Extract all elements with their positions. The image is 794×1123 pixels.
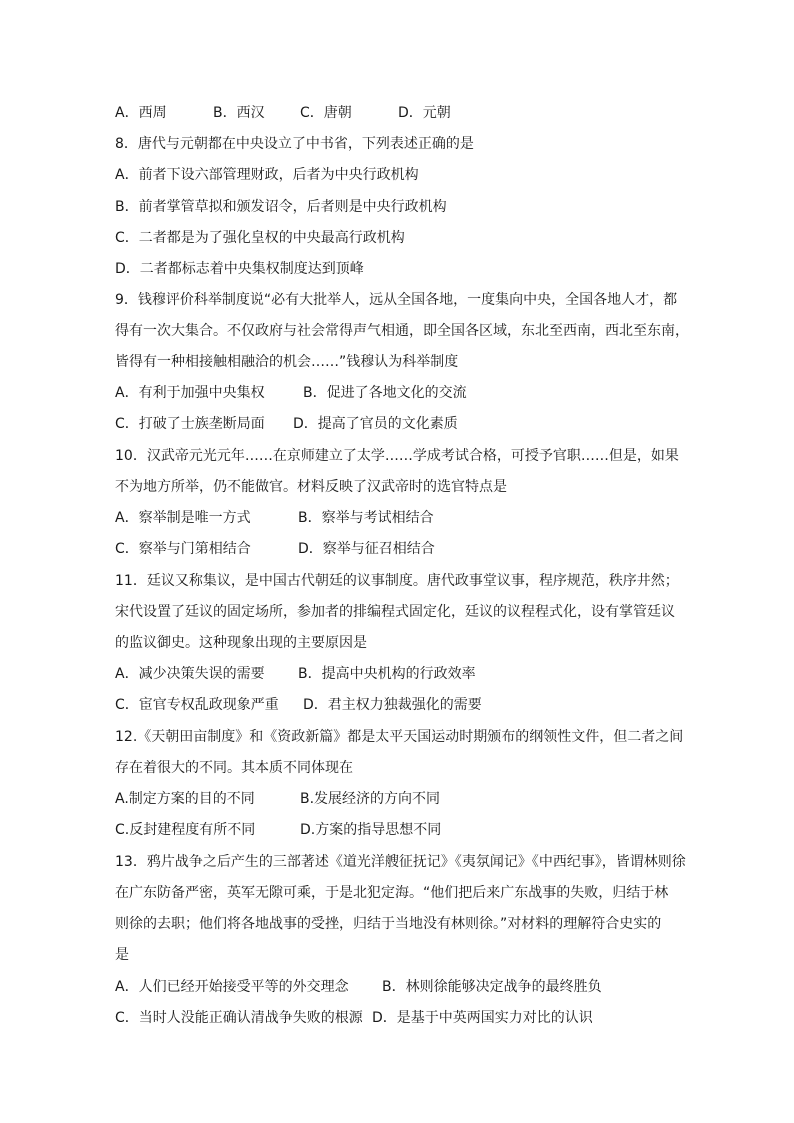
q8-stem: 8．唐代与元朝都在中央设立了中书省，下列表述正确的是	[115, 136, 474, 152]
q10-option-c: C．察举与门第相结合	[115, 541, 251, 557]
q11-stem-line-3: 的监议御史。这种现象出现的主要原因是	[115, 635, 367, 651]
q13-stem-line-3: 则徐的去职；他们将各地战事的受挫，归结于当地没有林则徐。”对材料的理解符合史实的	[115, 916, 662, 932]
q9-option-b: B．促进了各地文化的交流	[303, 385, 467, 401]
q7-option-a: A．西周	[115, 105, 167, 121]
q12-option-a: A.制定方案的目的不同	[115, 791, 255, 807]
q11-option-c: C．宦官专权乱政现象严重	[115, 697, 279, 713]
q8-option-d: D．二者都标志着中央集权制度达到顶峰	[115, 261, 364, 277]
q13-option-a: A．人们已经开始接受平等的外交理念	[115, 979, 349, 995]
q8-option-c: C．二者都是为了强化皇权的中央最高行政机构	[115, 230, 405, 246]
q9-option-a: A．有利于加强中央集权	[115, 385, 265, 401]
q11-option-d: D．君主权力独裁强化的需要	[303, 697, 482, 713]
q13-option-d: D．是基于中英两国实力对比的认识	[372, 1010, 593, 1026]
q8-option-b: B．前者掌管草拟和颁发诏令，后者则是中央行政机构	[115, 199, 447, 215]
q10-stem-line-2: 不为地方所举，仍不能做官。材料反映了汉武帝时的选官特点是	[115, 479, 507, 495]
q7-option-b: B．西汉	[213, 105, 265, 121]
q11-stem-line-1: 11．廷议又称集议，是中国古代朝廷的议事制度。唐代政事堂议事，程序规范，秩序井然；	[115, 573, 679, 589]
q13-stem-line-2: 在广东防备严密，英军无隙可乘，于是北犯定海。“他们把后来广东战事的失败，归结于林	[115, 885, 669, 901]
q10-option-b: B．察举与考试相结合	[298, 510, 434, 526]
q9-stem-line-2: 得有一次大集合。不仅政府与社会常得声气相通，即全国各区域，东北至西南，西北至东南，	[115, 323, 689, 339]
q13-option-c: C．当时人没能正确认清战争失败的根源	[115, 1010, 363, 1026]
q11-option-b: B．提高中央机构的行政效率	[298, 666, 476, 682]
q7-option-d: D．元朝	[398, 105, 451, 121]
q12-stem-line-1: 12.《天朝田亩制度》和《资政新篇》都是太平天国运动时期颁布的纲领性文件，但二者之间	[115, 729, 684, 745]
q12-option-b: B.发展经济的方向不同	[300, 791, 441, 807]
q11-option-a: A．减少决策失误的需要	[115, 666, 265, 682]
q9-option-d: D．提高了官员的文化素质	[293, 416, 458, 432]
q7-option-c: C．唐朝	[300, 105, 352, 121]
q9-option-c: C．打破了士族垄断局面	[115, 416, 265, 432]
q10-option-d: D．察举与征召相结合	[298, 541, 435, 557]
q12-stem-line-2: 存在着很大的不同。其本质不同体现在	[115, 760, 353, 776]
q12-option-c: C.反封建程度有所不同	[115, 822, 256, 838]
q13-stem-line-4: 是	[115, 947, 129, 963]
q8-option-a: A．前者下设六部管理财政，后者为中央行政机构	[115, 167, 419, 183]
q13-stem-line-1: 13．鸦片战争之后产生的三部著述《道光洋艘征抚记》《夷氛闻记》《中西纪事》，皆谓林则徐	[115, 854, 686, 870]
q11-stem-line-2: 宋代设置了廷议的固定场所，参加者的排编程式固定化，廷议的议程程式化，设有掌管廷议	[115, 604, 675, 620]
q12-option-d: D.方案的指导思想不同	[300, 822, 442, 838]
q13-option-b: B．林则徐能够决定战争的最终胜负	[382, 979, 602, 995]
q9-stem-line-3: 皆得有一种相接触相融洽的机会……”钱穆认为科举制度	[115, 354, 459, 370]
q9-stem-line-1: 9．钱穆评价科举制度说“必有大批举人，远从全国各地，一度集向中央，全国各地人才，都	[115, 292, 678, 308]
q10-stem-line-1: 10．汉武帝元光元年……在京师建立了太学……学成考试合格，可授予官职……但是，如果	[115, 448, 679, 464]
q10-option-a: A．察举制是唯一方式	[115, 510, 251, 526]
